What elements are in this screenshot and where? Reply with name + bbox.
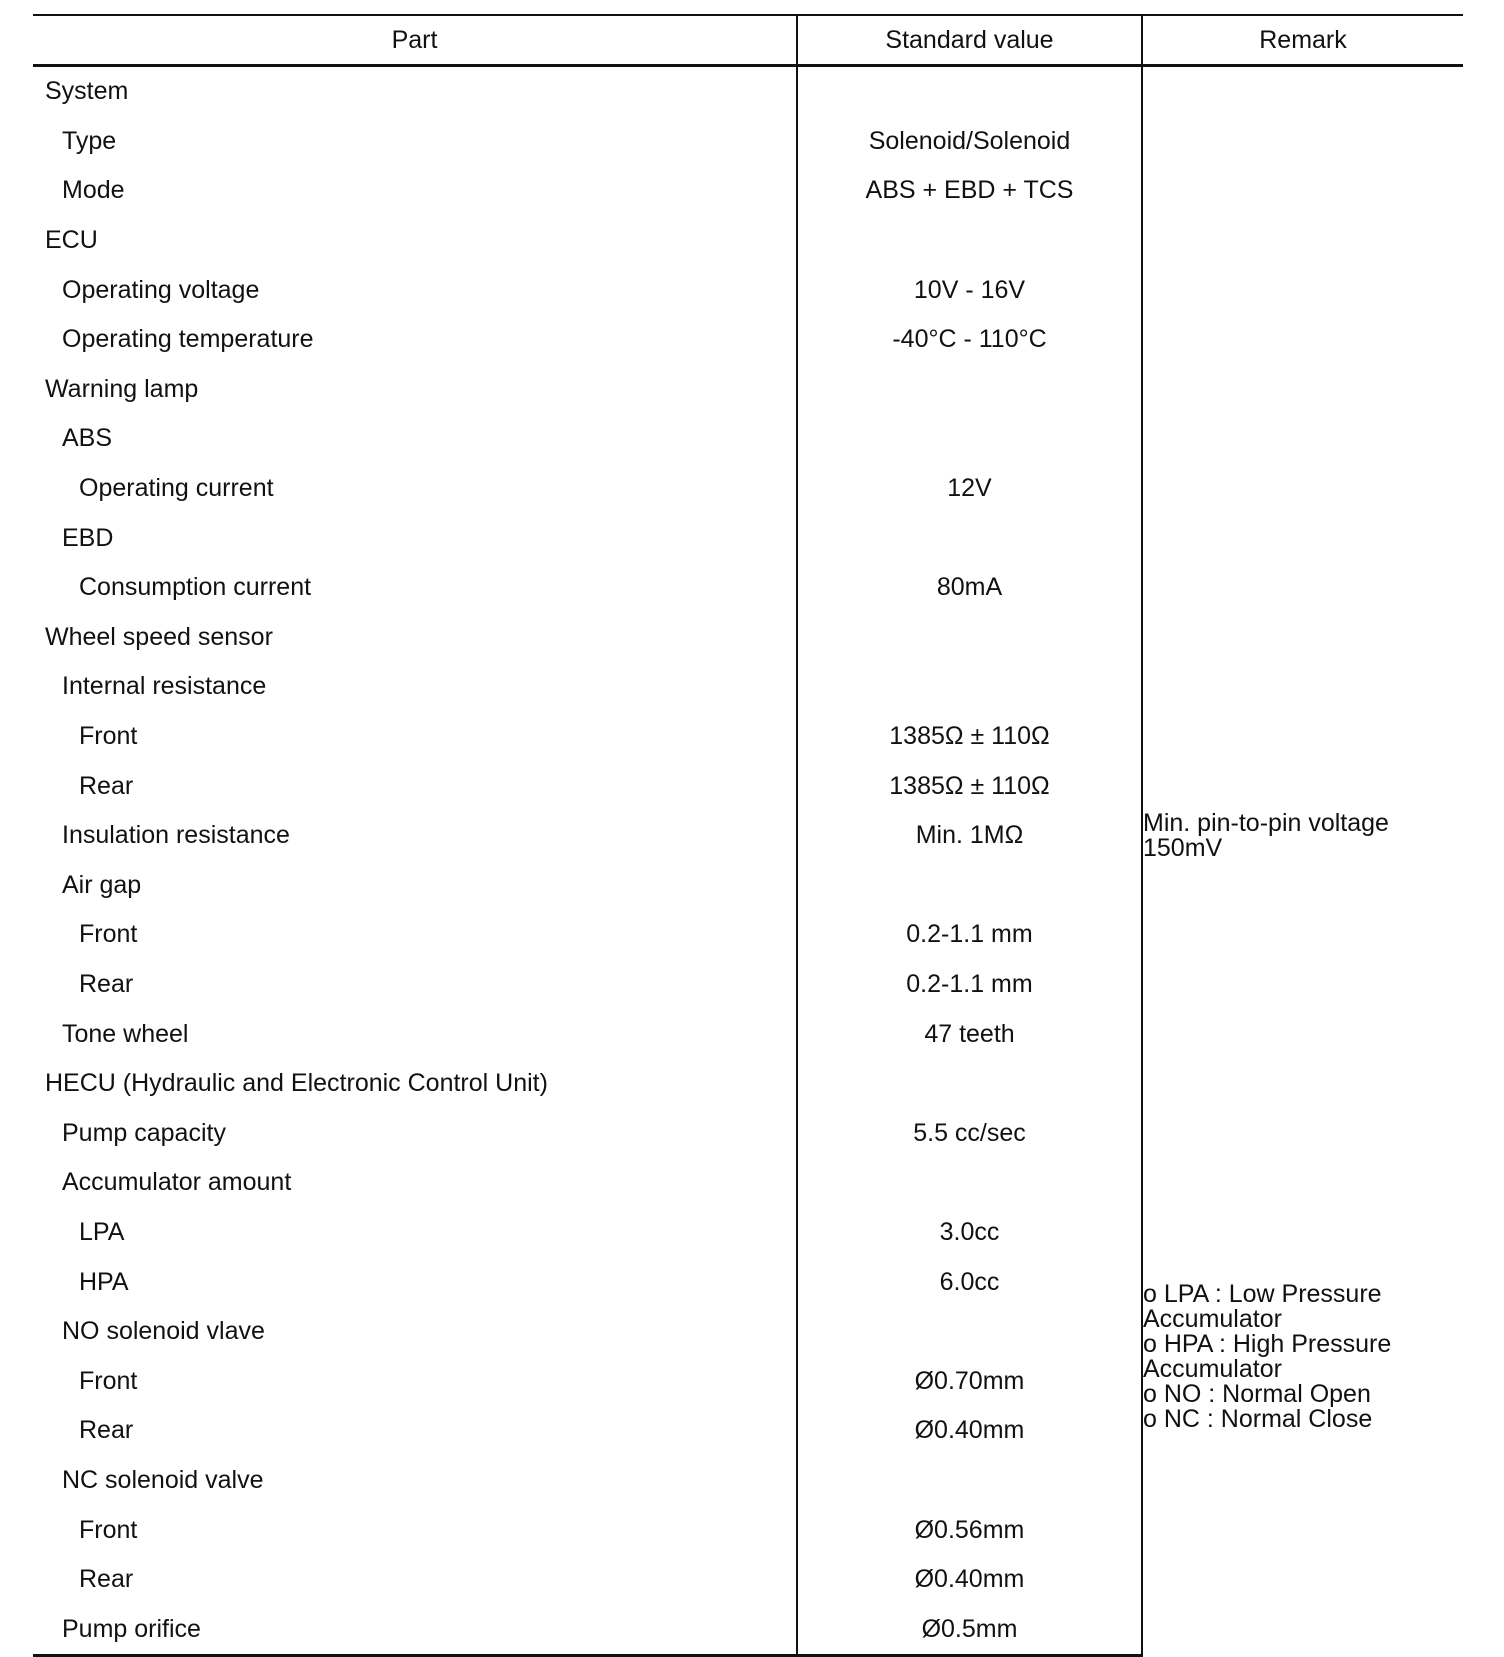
value-cell: [797, 662, 1142, 712]
part-cell: EBD: [62, 523, 114, 552]
remark-line: Accumulator: [1143, 1305, 1282, 1334]
table-row: [33, 66, 1463, 117]
value-cell: [797, 414, 1142, 464]
part-cell: Front: [79, 1515, 138, 1544]
table-header-row: [33, 15, 1463, 66]
remark-line: 150mV: [1143, 833, 1223, 862]
value-cell: Min. 1MΩ: [797, 811, 1142, 861]
part-cell: Warning lamp: [45, 374, 199, 403]
remark-line: o NC : Normal Close: [1143, 1405, 1373, 1434]
value-cell: -40°C - 110°C: [797, 315, 1142, 365]
part-cell: Rear: [79, 1416, 134, 1445]
table-row: [33, 613, 1463, 663]
value-cell: Ø0.5mm: [797, 1604, 1142, 1655]
remark-hecu: [1142, 1059, 1463, 1656]
part-cell: Operating voltage: [62, 275, 260, 304]
value-cell: 12V: [797, 464, 1142, 514]
part-cell: HPA: [79, 1267, 129, 1296]
value-cell: [797, 1456, 1142, 1506]
part-cell: ABS: [62, 424, 113, 453]
value-cell: 10V - 16V: [797, 265, 1142, 315]
value-cell: 80mA: [797, 563, 1142, 613]
part-cell: Rear: [79, 1565, 134, 1594]
part-cell: Pump orifice: [33, 1604, 797, 1655]
part-cell: Type: [62, 126, 117, 155]
part-cell: Mode: [62, 176, 125, 205]
value-cell: [797, 1158, 1142, 1208]
part-cell: Accumulator amount: [62, 1168, 292, 1197]
value-cell: 5.5 cc/sec: [797, 1108, 1142, 1158]
value-cell: Ø0.56mm: [797, 1505, 1142, 1555]
value-cell: Ø0.40mm: [797, 1555, 1142, 1605]
part-cell: Wheel speed sensor: [45, 622, 273, 651]
remark-line: Accumulator: [1143, 1355, 1282, 1384]
value-cell: [797, 66, 1142, 117]
part-cell: LPA: [79, 1217, 125, 1246]
remark-cell: [1142, 66, 1463, 613]
part-cell: Front: [79, 920, 138, 949]
value-cell: Solenoid/Solenoid: [797, 117, 1142, 167]
part-cell: Tone wheel: [62, 1019, 189, 1048]
part-cell: Internal resistance: [62, 672, 267, 701]
value-cell: 1385Ω ± 110Ω: [797, 761, 1142, 811]
part-cell: HECU (Hydraulic and Electronic Control Unit): [45, 1069, 548, 1098]
remark-line: Min. pin-to-pin voltage: [1143, 808, 1389, 837]
value-cell: Ø0.70mm: [797, 1356, 1142, 1406]
part-cell: NO solenoid vlave: [62, 1317, 265, 1346]
table-row: [33, 1059, 1463, 1109]
part-cell: Operating temperature: [62, 325, 314, 354]
value-cell: [797, 365, 1142, 415]
part-cell: Operating current: [79, 474, 274, 503]
header-remark: Remark: [1142, 15, 1463, 66]
value-cell: [797, 1307, 1142, 1357]
part-cell: System: [45, 77, 129, 106]
part-cell: Rear: [79, 771, 134, 800]
value-cell: [797, 861, 1142, 911]
header-standard-value: Standard value: [797, 15, 1142, 66]
value-cell: Ø0.40mm: [797, 1406, 1142, 1456]
value-cell: 1385Ω ± 110Ω: [797, 712, 1142, 762]
part-cell: Rear: [79, 969, 134, 998]
value-cell: [797, 613, 1142, 663]
value-cell: 6.0cc: [797, 1257, 1142, 1307]
value-cell: 0.2-1.1 mm: [797, 910, 1142, 960]
part-cell: Front: [79, 1366, 138, 1395]
remark-wheel-speed-sensor: [1142, 613, 1463, 1059]
value-cell: [797, 513, 1142, 563]
value-cell: [797, 216, 1142, 266]
remark-line: o HPA : High Pressure: [1143, 1330, 1392, 1359]
part-cell: Insulation resistance: [62, 821, 290, 850]
value-cell: 47 teeth: [797, 1009, 1142, 1059]
part-cell: Front: [79, 722, 138, 751]
part-cell: Air gap: [62, 870, 142, 899]
remark-line: o NO : Normal Open: [1143, 1380, 1371, 1409]
part-cell: ECU: [45, 226, 98, 255]
value-cell: [797, 1059, 1142, 1109]
part-cell: Pump capacity: [62, 1118, 226, 1147]
remark-line: o LPA : Low Pressure: [1143, 1280, 1382, 1309]
value-cell: 3.0cc: [797, 1208, 1142, 1258]
value-cell: ABS + EBD + TCS: [797, 166, 1142, 216]
part-cell: NC solenoid valve: [62, 1465, 264, 1494]
header-part: Part: [33, 15, 797, 66]
part-cell: Consumption current: [79, 573, 312, 602]
value-cell: 0.2-1.1 mm: [797, 960, 1142, 1010]
specification-table: [33, 14, 1463, 1657]
